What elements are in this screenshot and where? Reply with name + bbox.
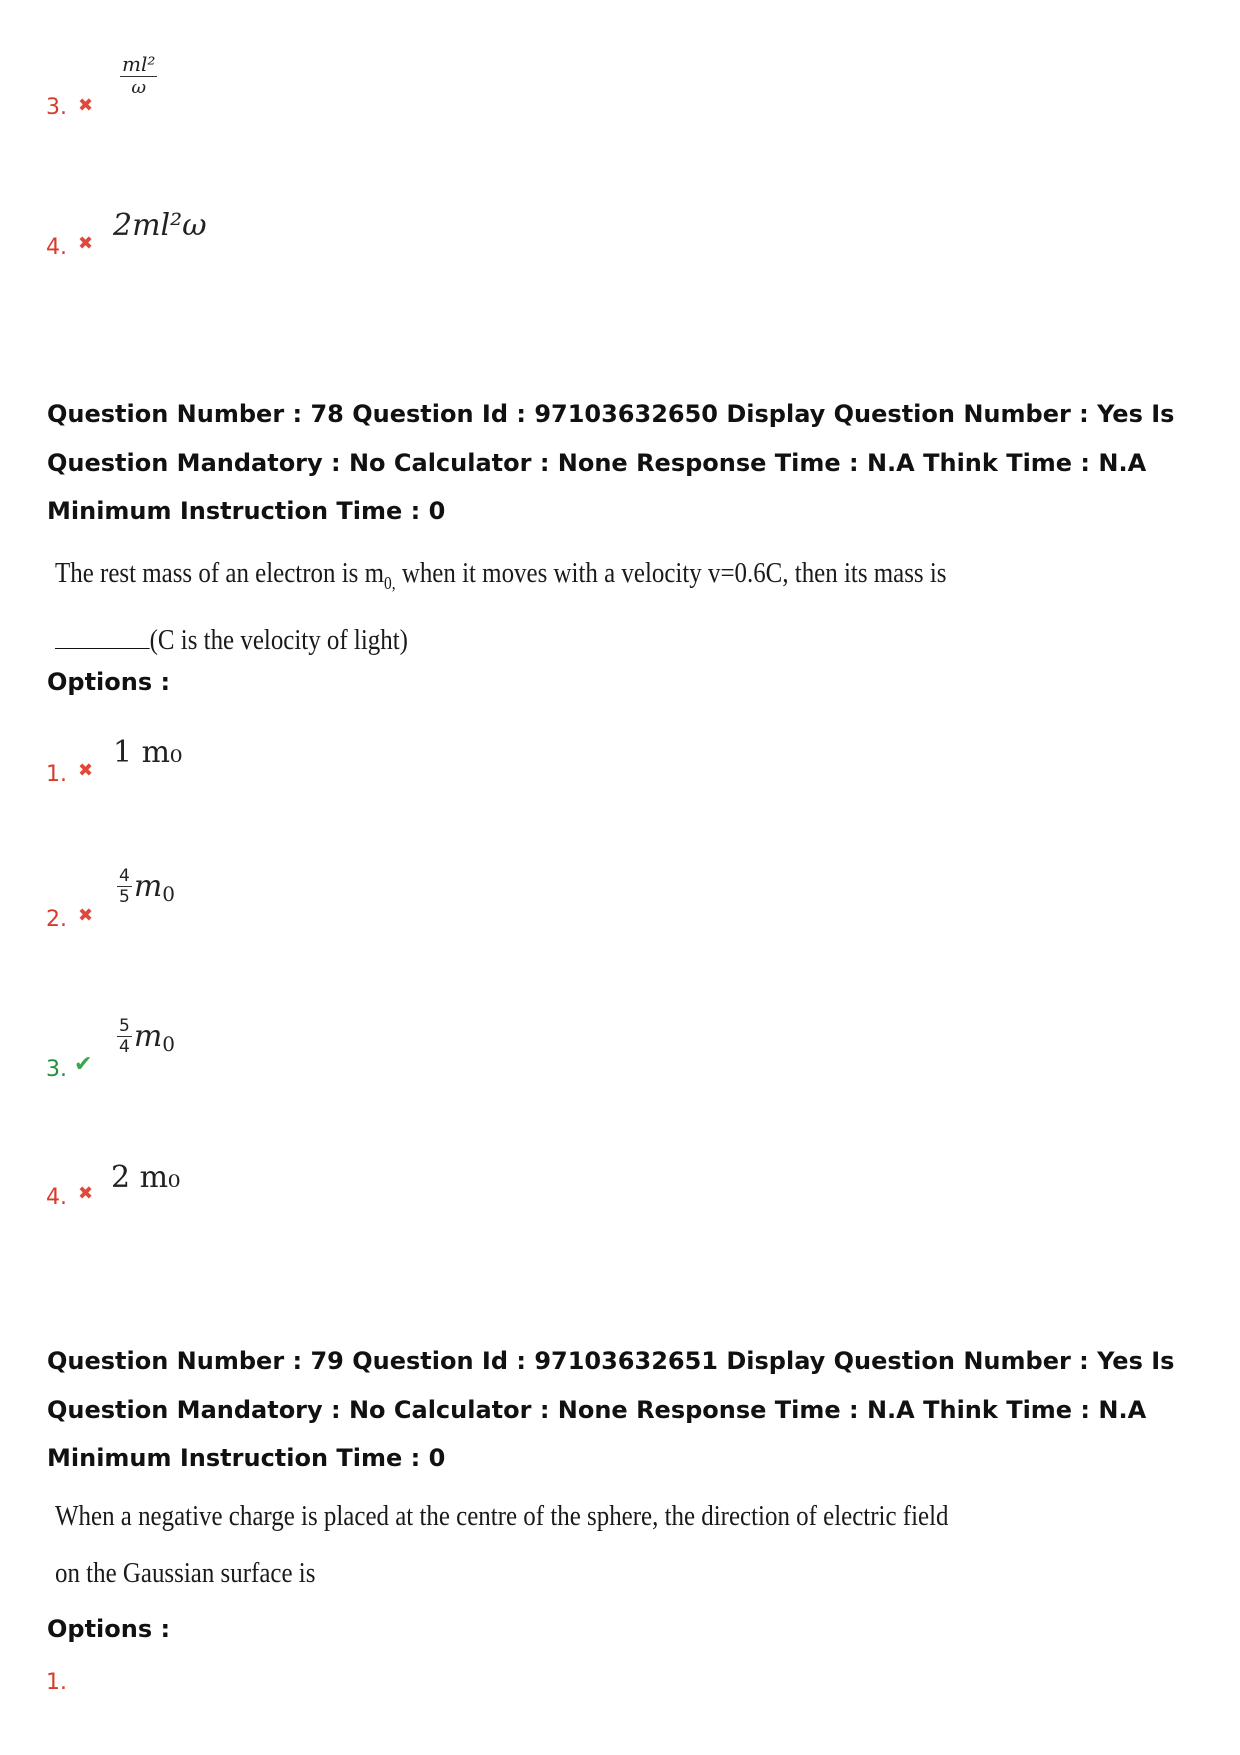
q79-option-1-number: 1. bbox=[46, 1670, 67, 1695]
prev-option-4-number: 4. bbox=[46, 235, 67, 260]
prev-option-3-wrong-icon: ✖ bbox=[78, 95, 94, 116]
question-79-text bbox=[55, 1488, 948, 1602]
q78-option-4-number: 4. bbox=[46, 1185, 67, 1210]
q78-option-2-number: 2. bbox=[46, 907, 67, 932]
answer-blank bbox=[55, 626, 150, 649]
question-79-options-label: Options : bbox=[47, 1615, 171, 1643]
prev-option-3-formula: $\frac{\text{ml²}}{\omega}$ bbox=[122, 52, 156, 98]
question-78-text-line-2: (C is the velocity of light) bbox=[55, 612, 947, 669]
question-79-header: Question Number : 79 Question Id : 97103632651 Display Question Number : Yes Is Question Mandatory : No Calculator : None Response Time : N.A Think Time : N.A Minimum Instruction Time : 0 bbox=[47, 1347, 1175, 1472]
question-78-text-line-1: The rest mass of an electron is $m_{0,}$ when it moves with a velocity v=0.6C, then its mass is bbox=[55, 557, 947, 593]
question-78-text bbox=[55, 545, 947, 669]
q78-option-3-correct-icon: ✔ bbox=[74, 1052, 93, 1077]
q78-option-4-formula: 2 m₀ bbox=[111, 1160, 181, 1195]
prev-option-3-number: 3. bbox=[46, 95, 67, 120]
q78-option-2-formula: $\frac{4}{5}$ m 0 bbox=[119, 866, 176, 907]
q78-option-2-wrong-icon: ✖ bbox=[78, 905, 94, 926]
q78-option-3-number: 3. bbox=[46, 1057, 67, 1082]
prev-option-4-formula: 2ml²ω bbox=[113, 208, 207, 243]
prev-option-4-wrong-icon: ✖ bbox=[78, 233, 94, 254]
q78-option-1-number: 1. bbox=[46, 762, 67, 787]
q78-option-1-formula: 1 m₀ bbox=[113, 735, 183, 770]
question-79-text-line-2: on the Gaussian surface is bbox=[55, 1557, 316, 1589]
question-78-header: Question Number : 78 Question Id : 97103632650 Display Question Number : Yes Is Question Mandatory : No Calculator : None Response Time : N.A Think Time : N.A Minimum Instruction Time : 0 bbox=[47, 400, 1175, 525]
q78-option-3-formula: $\frac{5}{4}$ m 0 bbox=[119, 1016, 176, 1057]
q78-option-1-wrong-icon: ✖ bbox=[78, 760, 94, 781]
question-79-text-line-1: When a negative charge is placed at the centre of the sphere, the direction of electric field bbox=[55, 1500, 949, 1532]
q78-option-4-wrong-icon: ✖ bbox=[78, 1183, 94, 1204]
question-78-options-label: Options : bbox=[47, 668, 171, 696]
